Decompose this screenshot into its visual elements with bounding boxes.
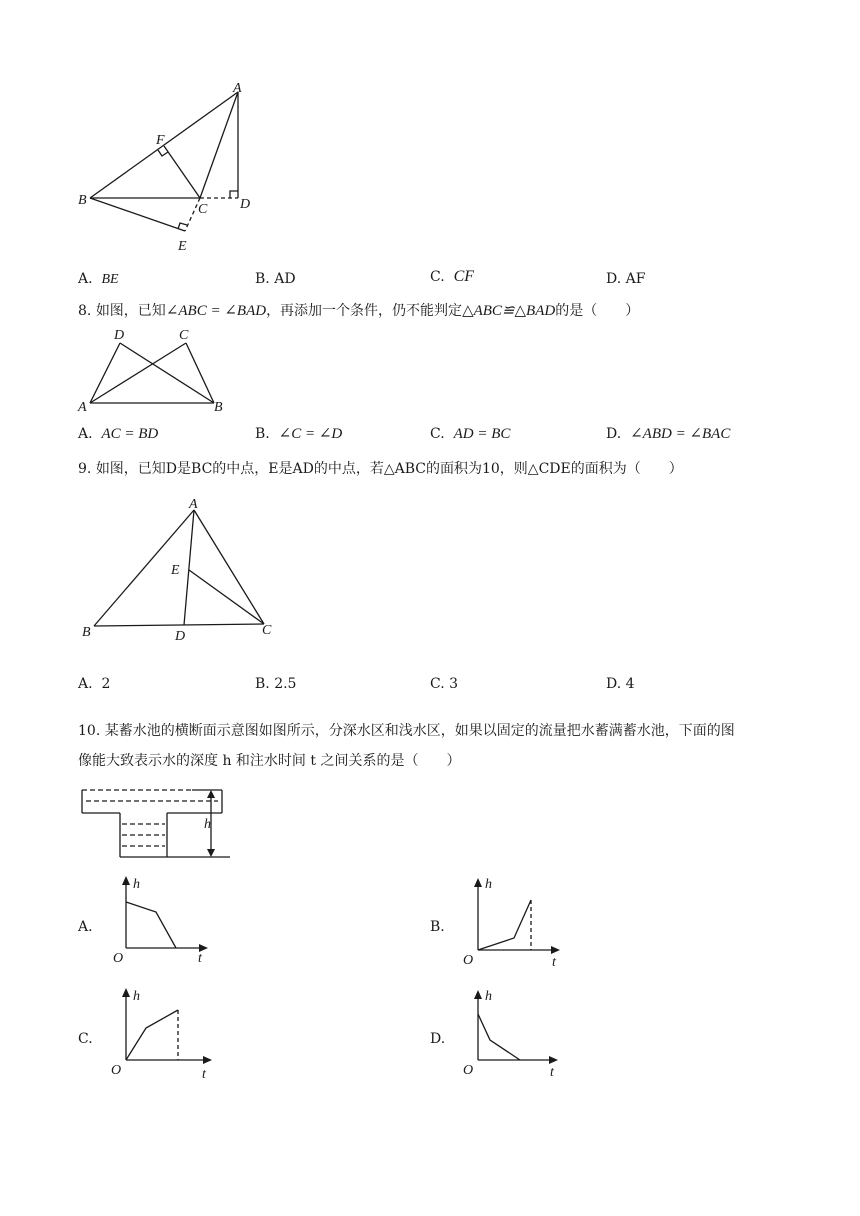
q9-option-d[interactable]	[606, 675, 635, 693]
origin-label: O	[463, 953, 474, 968]
axis-label-t: t	[552, 955, 556, 968]
stem-text: 某蓄水池的横断面示意图如图所示，分深水区和浅水区，如果以固定的流量把水蓄满蓄水池，下面的图	[104, 723, 735, 739]
q7-option-d[interactable]	[606, 270, 645, 288]
q10-graph-b	[458, 872, 568, 968]
axis-label-h: h	[485, 989, 492, 1004]
fig8-label-d: D	[114, 328, 125, 343]
option-letter: C.	[430, 269, 445, 285]
q10-pool-figure	[76, 784, 236, 864]
q9-option-c[interactable]	[430, 675, 458, 693]
fig8-label-c: C	[179, 328, 189, 343]
option-letter: C.	[430, 676, 445, 692]
option-text: AC = BD	[101, 426, 159, 442]
option-text: AD = BC	[453, 426, 511, 442]
option-letter: D.	[606, 271, 622, 287]
fig9-label-e: E	[171, 563, 180, 578]
option-letter: D.	[606, 426, 622, 442]
option-letter: A.	[78, 271, 93, 287]
origin-label: O	[463, 1063, 474, 1078]
option-text: ∠C = ∠D	[278, 426, 343, 442]
q8-option-a[interactable]	[78, 425, 158, 443]
stem-text: 如图，已知	[95, 303, 166, 319]
q8-option-c[interactable]	[430, 425, 510, 443]
question-number: 10.	[78, 723, 101, 739]
axis-label-t: t	[550, 1065, 554, 1080]
axis-label-h: h	[133, 877, 140, 892]
option-letter: B.	[255, 426, 270, 442]
option-text: 2.5	[274, 676, 297, 692]
option-letter: D.	[606, 676, 622, 692]
q8-stem	[78, 302, 639, 320]
axis-label-h: h	[485, 877, 492, 892]
option-text: 3	[449, 676, 459, 692]
fig7-label-c: C	[198, 202, 208, 217]
q7-option-c[interactable]	[430, 268, 474, 286]
pool-label-h: h	[204, 817, 211, 832]
option-text: BE	[101, 272, 119, 287]
q9-figure	[76, 494, 286, 644]
option-letter: A.	[78, 919, 93, 935]
option-text: ∠ABD = ∠BAC	[630, 426, 731, 442]
origin-label: O	[111, 1063, 122, 1078]
option-text: AD	[274, 271, 296, 287]
stem-text: 的是（ ）	[555, 303, 640, 319]
q10-graph-c	[106, 984, 220, 1080]
q10-option-d[interactable]	[430, 1030, 445, 1048]
option-letter: B.	[430, 919, 445, 935]
fig7-label-a: A	[233, 81, 242, 96]
q7-figure	[70, 78, 270, 260]
option-text: 4	[625, 676, 635, 692]
stem-text: 如图，已知D是BC的中点，E是AD的中点，若△ABC的面积为10，则△CDE的面积为（ ）	[95, 461, 683, 477]
stem-math: △ABC≌△BAD	[462, 303, 556, 319]
fig9-label-b: B	[82, 625, 91, 640]
fig7-label-d: D	[240, 197, 251, 212]
fig9-label-a: A	[189, 497, 198, 512]
fig7-label-f: F	[156, 133, 165, 148]
fig8-label-b: B	[214, 400, 223, 415]
option-letter: D.	[430, 1031, 446, 1047]
option-letter: C.	[430, 426, 445, 442]
option-letter: B.	[255, 271, 270, 287]
stem-math: ∠ABC = ∠BAD	[165, 303, 267, 319]
stem-text: 像能大致表示水的深度 h 和注水时间 t 之间关系的是（ ）	[78, 753, 461, 769]
fig7-label-b: B	[78, 193, 87, 208]
q10-option-b[interactable]	[430, 918, 445, 936]
q10-option-a[interactable]	[78, 918, 93, 936]
axis-label-t: t	[198, 951, 202, 964]
q8-figure	[74, 325, 234, 415]
option-letter: B.	[255, 676, 270, 692]
q9-option-b[interactable]	[255, 675, 296, 693]
question-number: 8.	[78, 303, 92, 319]
q10-option-c[interactable]	[78, 1030, 93, 1048]
fig9-label-d: D	[175, 629, 186, 644]
q10-stem-line2	[78, 752, 460, 770]
q10-graph-d	[458, 984, 568, 1080]
option-text: AF	[625, 271, 646, 287]
q10-graph-a	[106, 872, 216, 964]
question-number: 9.	[78, 461, 92, 477]
axis-label-h: h	[133, 989, 140, 1004]
q9-stem	[78, 460, 683, 478]
fig7-label-e: E	[178, 239, 187, 254]
stem-text: ，再添加一个条件，仍不能判定	[266, 303, 463, 319]
q8-option-d[interactable]	[606, 425, 730, 443]
axis-label-t: t	[202, 1067, 206, 1080]
q10-stem-line1	[78, 722, 735, 740]
option-letter: A.	[78, 426, 93, 442]
option-text: CF	[453, 268, 475, 285]
q8-option-b[interactable]	[255, 425, 342, 443]
fig9-label-c: C	[262, 623, 272, 638]
q7-option-a[interactable]	[78, 270, 119, 289]
option-text: 2	[101, 676, 111, 692]
origin-label: O	[113, 951, 124, 964]
option-letter: A.	[78, 676, 93, 692]
q7-option-b[interactable]	[255, 270, 296, 288]
option-letter: C.	[78, 1031, 93, 1047]
q9-option-a[interactable]	[78, 675, 110, 693]
fig8-label-a: A	[78, 400, 87, 415]
